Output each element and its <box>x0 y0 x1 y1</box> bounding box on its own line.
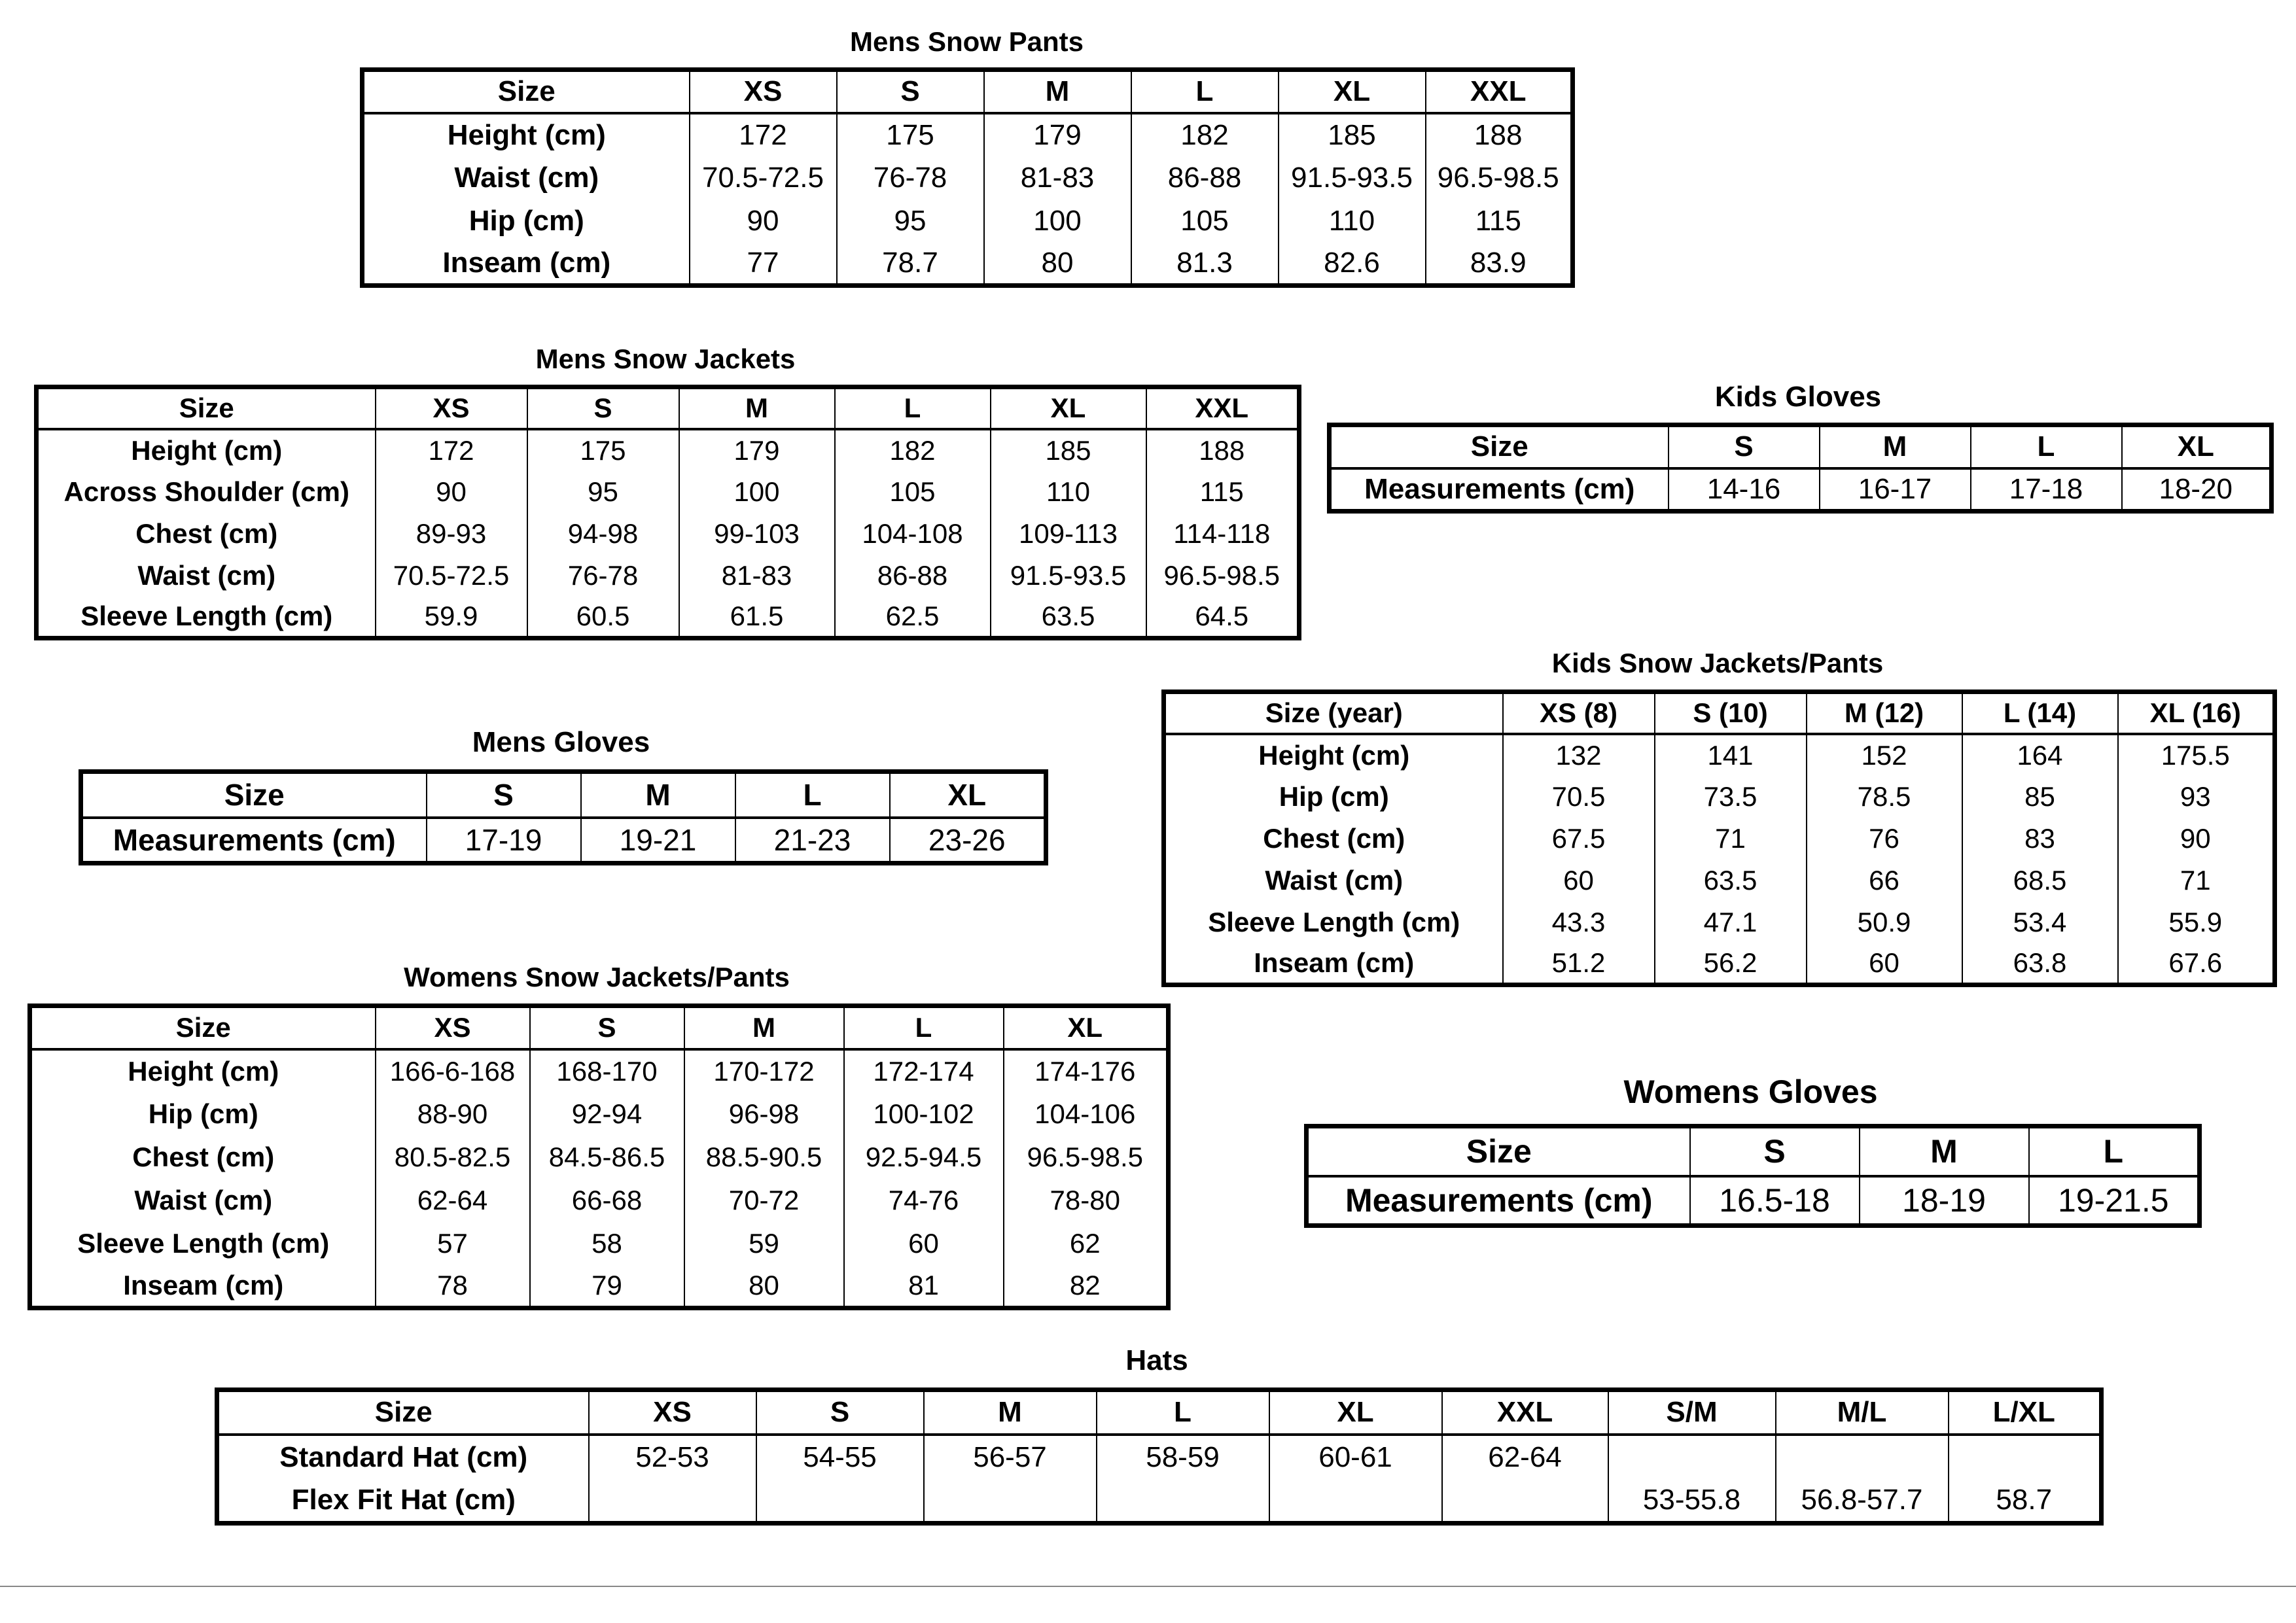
header-row <box>217 1390 2102 1435</box>
value-cell: 81 <box>844 1265 1004 1308</box>
value-cell: 80 <box>684 1265 844 1308</box>
size-header-cell: S <box>427 772 581 818</box>
value-cell: 67.6 <box>2118 943 2275 985</box>
value-cell: 74-76 <box>844 1179 1004 1222</box>
size-header-cell: XS <box>690 70 837 113</box>
header-label-cell: Size <box>1330 425 1669 468</box>
value-cell: 172 <box>690 113 837 156</box>
row-label-cell: Measurements (cm) <box>1345 1181 1653 1219</box>
size-header-cell: XL (16) <box>2118 692 2275 734</box>
size-table <box>34 385 1301 640</box>
row-label-cell: Waist (cm) <box>454 161 599 194</box>
value-cell: 66 <box>1807 860 1962 901</box>
hats-block <box>215 1344 2099 1541</box>
value-cell: 166-6-168 <box>376 1049 530 1092</box>
size-header-cell: XL <box>890 772 1046 818</box>
value-cell: 84.5-86.5 <box>530 1136 684 1179</box>
value-cell: 90 <box>376 471 527 513</box>
table-title: Mens Gloves <box>472 726 650 758</box>
size-header-cell: S <box>527 387 679 429</box>
value-cell: 100 <box>984 200 1131 243</box>
header-row <box>362 70 1573 113</box>
value-cell: 19-21 <box>581 818 735 864</box>
value-cell: 168-170 <box>530 1049 684 1092</box>
size-header-cell: XS (8) <box>1503 692 1655 734</box>
size-header-cell: L <box>835 387 991 429</box>
value-cell: 90 <box>2118 818 2275 860</box>
size-header-cell: S <box>1669 425 1820 468</box>
value-cell: 18-19 <box>1860 1176 2029 1226</box>
value-cell: 60.5 <box>527 597 679 638</box>
size-header-cell: XS <box>589 1390 756 1435</box>
value-cell: 175.5 <box>2118 734 2275 776</box>
womens-gloves-block <box>1304 1073 2197 1236</box>
value-cell: 16-17 <box>1820 468 1971 512</box>
size-header-cell: L <box>844 1006 1004 1049</box>
value-cell: 19-21.5 <box>2029 1176 2200 1226</box>
value-cell: 50.9 <box>1807 901 1962 943</box>
value-cell: 179 <box>679 429 835 471</box>
value-cell: 90 <box>690 200 837 243</box>
table-row <box>1164 818 2275 860</box>
value-cell: 58.7 <box>1949 1479 2102 1524</box>
row-label-cell: Waist (cm) <box>134 1184 273 1215</box>
table-row <box>30 1136 1169 1179</box>
size-header-cell: S <box>1690 1126 1860 1176</box>
value-cell: 59 <box>684 1222 844 1265</box>
value-cell: 115 <box>1426 200 1573 243</box>
row-label-cell: Measurements (cm) <box>1364 472 1635 505</box>
value-cell <box>589 1479 756 1524</box>
value-cell: 70.5-72.5 <box>376 555 527 597</box>
value-cell: 63.5 <box>1655 860 1807 901</box>
size-header-cell: M <box>984 70 1131 113</box>
value-cell: 114-118 <box>1146 513 1299 555</box>
size-header-cell: S <box>756 1390 924 1435</box>
size-header-cell: L <box>735 772 890 818</box>
value-cell <box>1097 1479 1269 1524</box>
value-cell: 59.9 <box>376 597 527 638</box>
value-cell: 73.5 <box>1655 776 1807 818</box>
value-cell: 141 <box>1655 734 1807 776</box>
value-cell: 172-174 <box>844 1049 1004 1092</box>
table-row <box>217 1435 2102 1479</box>
size-header-cell: L <box>1131 70 1279 113</box>
table-row <box>1164 734 2275 776</box>
value-cell: 86-88 <box>1131 156 1279 200</box>
value-cell: 94-98 <box>527 513 679 555</box>
size-header-cell: XS <box>376 387 527 429</box>
value-cell: 179 <box>984 113 1131 156</box>
value-cell: 96-98 <box>684 1092 844 1136</box>
size-table <box>1161 689 2277 987</box>
table-row <box>37 513 1299 555</box>
value-cell: 55.9 <box>2118 901 2275 943</box>
table-row <box>30 1049 1169 1092</box>
size-header-cell: M <box>1820 425 1971 468</box>
value-cell: 109-113 <box>991 513 1146 555</box>
size-header-cell: M <box>1860 1126 2029 1176</box>
table-row <box>30 1179 1169 1222</box>
size-header-cell: S <box>837 70 984 113</box>
size-header-cell: L <box>1971 425 2122 468</box>
value-cell: 53.4 <box>1962 901 2118 943</box>
header-label-cell: Size <box>217 1390 589 1435</box>
size-header-cell: XL <box>1269 1390 1442 1435</box>
value-cell: 182 <box>835 429 991 471</box>
row-label-cell: Measurements (cm) <box>113 822 396 857</box>
value-cell: 81-83 <box>679 555 835 597</box>
mens-snow-pants-block <box>360 26 1574 294</box>
table-row <box>217 1479 2102 1524</box>
header-row <box>1330 425 2272 468</box>
row-label-cell: Chest (cm) <box>135 517 278 549</box>
value-cell: 70.5-72.5 <box>690 156 837 200</box>
value-cell: 105 <box>835 471 991 513</box>
value-cell: 47.1 <box>1655 901 1807 943</box>
row-label-cell: Sleeve Length (cm) <box>77 1227 330 1259</box>
value-cell: 60 <box>1503 860 1655 901</box>
mens-gloves-block <box>79 726 1044 870</box>
value-cell: 17-18 <box>1971 468 2122 512</box>
value-cell: 58-59 <box>1097 1435 1269 1479</box>
value-cell: 82 <box>1004 1265 1169 1308</box>
value-cell: 95 <box>837 200 984 243</box>
size-table <box>360 67 1575 288</box>
value-cell: 105 <box>1131 200 1279 243</box>
value-cell: 92.5-94.5 <box>844 1136 1004 1179</box>
header-label-cell: Size <box>37 387 376 429</box>
header-row <box>1164 692 2275 734</box>
value-cell: 83.9 <box>1426 243 1573 286</box>
size-table <box>79 769 1048 865</box>
value-cell: 57 <box>376 1222 530 1265</box>
table-row <box>37 597 1299 638</box>
size-header-cell: XL <box>1004 1006 1169 1049</box>
value-cell: 21-23 <box>735 818 890 864</box>
row-label-cell: Standard Hat (cm) <box>279 1440 528 1473</box>
size-header-cell: XXL <box>1442 1390 1608 1435</box>
value-cell: 88.5-90.5 <box>684 1136 844 1179</box>
row-label-cell: Hip (cm) <box>1279 780 1389 812</box>
header-row <box>81 772 1046 818</box>
value-cell: 80 <box>984 243 1131 286</box>
size-table <box>215 1387 2104 1526</box>
header-label-cell: Size <box>81 772 427 818</box>
size-header-cell: M <box>679 387 835 429</box>
table-title: Womens Gloves <box>1623 1073 1878 1110</box>
row-label-cell: Inseam (cm) <box>442 246 611 279</box>
value-cell: 96.5-98.5 <box>1146 555 1299 597</box>
value-cell: 104-108 <box>835 513 991 555</box>
row-label-cell: Chest (cm) <box>1263 822 1405 854</box>
value-cell: 70-72 <box>684 1179 844 1222</box>
value-cell: 170-172 <box>684 1049 844 1092</box>
value-cell: 60 <box>844 1222 1004 1265</box>
row-label-cell: Height (cm) <box>128 1055 279 1087</box>
value-cell: 164 <box>1962 734 2118 776</box>
table-title: Mens Snow Jackets <box>535 343 796 374</box>
value-cell: 63.5 <box>991 597 1146 638</box>
value-cell: 58 <box>530 1222 684 1265</box>
value-cell: 71 <box>1655 818 1807 860</box>
size-header-cell: L <box>2029 1126 2200 1176</box>
size-header-cell: L (14) <box>1962 692 2118 734</box>
kids-gloves-block <box>1327 381 2269 518</box>
value-cell: 62-64 <box>1442 1435 1608 1479</box>
value-cell: 60 <box>1807 943 1962 985</box>
row-label-cell: Waist (cm) <box>1265 864 1404 896</box>
value-cell: 96.5-98.5 <box>1426 156 1573 200</box>
value-cell: 172 <box>376 429 527 471</box>
value-cell: 76 <box>1807 818 1962 860</box>
row-label-cell: Height (cm) <box>1258 739 1410 771</box>
table-row <box>81 818 1046 864</box>
value-cell: 188 <box>1426 113 1573 156</box>
table-row <box>37 471 1299 513</box>
size-table <box>1304 1124 2202 1228</box>
table-row <box>1164 860 2275 901</box>
row-label-cell: Flex Fit Hat (cm) <box>291 1483 516 1516</box>
header-label-cell: Size <box>30 1006 376 1049</box>
value-cell: 93 <box>2118 776 2275 818</box>
value-cell: 78.5 <box>1807 776 1962 818</box>
value-cell: 62-64 <box>376 1179 530 1222</box>
value-cell: 99-103 <box>679 513 835 555</box>
size-header-cell: M <box>581 772 735 818</box>
value-cell: 100-102 <box>844 1092 1004 1136</box>
size-header-cell: S/M <box>1608 1390 1776 1435</box>
header-label-cell: Size <box>1307 1126 1690 1176</box>
table-title: Kids Snow Jackets/Pants <box>1551 648 1884 678</box>
value-cell: 185 <box>1279 113 1426 156</box>
table-row <box>1307 1176 2200 1226</box>
row-label-cell: Sleeve Length (cm) <box>1208 906 1460 937</box>
value-cell: 83 <box>1962 818 2118 860</box>
value-cell: 100 <box>679 471 835 513</box>
value-cell: 96.5-98.5 <box>1004 1136 1169 1179</box>
value-cell <box>1608 1435 1776 1479</box>
value-cell: 56.2 <box>1655 943 1807 985</box>
value-cell: 53-55.8 <box>1608 1479 1776 1524</box>
bottom-divider <box>0 1586 2296 1587</box>
size-header-cell: M <box>684 1006 844 1049</box>
value-cell: 54-55 <box>756 1435 924 1479</box>
size-header-cell: L <box>1097 1390 1269 1435</box>
value-cell: 81.3 <box>1131 243 1279 286</box>
value-cell: 62 <box>1004 1222 1169 1265</box>
table-row <box>37 429 1299 471</box>
size-header-cell: M/L <box>1776 1390 1949 1435</box>
header-row <box>37 387 1299 429</box>
row-label-cell: Across Shoulder (cm) <box>63 476 349 507</box>
row-label-cell: Hip (cm) <box>468 204 584 237</box>
value-cell: 16.5-18 <box>1690 1176 1860 1226</box>
row-label-cell: Height (cm) <box>447 118 606 151</box>
value-cell: 51.2 <box>1503 943 1655 985</box>
value-cell: 110 <box>1279 200 1426 243</box>
row-label-cell: Waist (cm) <box>137 559 276 591</box>
kids-snow-jackets-pants-block <box>1161 648 2274 988</box>
value-cell: 115 <box>1146 471 1299 513</box>
value-cell <box>1442 1479 1608 1524</box>
table-row <box>1164 776 2275 818</box>
value-cell: 76-78 <box>837 156 984 200</box>
value-cell <box>1949 1435 2102 1479</box>
value-cell: 91.5-93.5 <box>991 555 1146 597</box>
value-cell: 95 <box>527 471 679 513</box>
table-row <box>30 1092 1169 1136</box>
table-row <box>362 113 1573 156</box>
size-header-cell: L/XL <box>1949 1390 2102 1435</box>
table-row <box>362 156 1573 200</box>
value-cell: 77 <box>690 243 837 286</box>
table-row <box>1164 901 2275 943</box>
value-cell: 71 <box>2118 860 2275 901</box>
value-cell: 62.5 <box>835 597 991 638</box>
womens-snow-jackets-pants-block <box>27 962 1166 1315</box>
value-cell: 104-106 <box>1004 1092 1169 1136</box>
table-row <box>1164 943 2275 985</box>
value-cell: 174-176 <box>1004 1049 1169 1092</box>
size-header-cell: XL <box>1279 70 1426 113</box>
value-cell: 89-93 <box>376 513 527 555</box>
size-table <box>1327 423 2274 514</box>
header-row <box>30 1006 1169 1049</box>
size-header-cell: XXL <box>1146 387 1299 429</box>
row-label-cell: Height (cm) <box>131 434 283 466</box>
table-row <box>362 243 1573 286</box>
value-cell: 76-78 <box>527 555 679 597</box>
value-cell: 188 <box>1146 429 1299 471</box>
value-cell: 61.5 <box>679 597 835 638</box>
value-cell: 14-16 <box>1669 468 1820 512</box>
value-cell: 52-53 <box>589 1435 756 1479</box>
table-title: Kids Gloves <box>1714 381 1882 413</box>
header-label-cell: Size (year) <box>1164 692 1503 734</box>
value-cell: 85 <box>1962 776 2118 818</box>
value-cell: 86-88 <box>835 555 991 597</box>
size-table <box>27 1003 1171 1310</box>
value-cell: 78-80 <box>1004 1179 1169 1222</box>
value-cell: 56-57 <box>924 1435 1097 1479</box>
value-cell: 68.5 <box>1962 860 2118 901</box>
value-cell: 79 <box>530 1265 684 1308</box>
value-cell <box>1269 1479 1442 1524</box>
value-cell: 67.5 <box>1503 818 1655 860</box>
value-cell: 152 <box>1807 734 1962 776</box>
table-title: Womens Snow Jackets/Pants <box>404 962 790 992</box>
value-cell: 78 <box>376 1265 530 1308</box>
value-cell: 81-83 <box>984 156 1131 200</box>
value-cell: 132 <box>1503 734 1655 776</box>
size-header-cell: XL <box>991 387 1146 429</box>
value-cell: 80.5-82.5 <box>376 1136 530 1179</box>
table-row <box>362 200 1573 243</box>
value-cell: 70.5 <box>1503 776 1655 818</box>
table-row <box>30 1265 1169 1308</box>
table-row <box>37 555 1299 597</box>
row-label-cell: Inseam (cm) <box>123 1269 284 1300</box>
value-cell: 185 <box>991 429 1146 471</box>
value-cell: 56.8-57.7 <box>1776 1479 1949 1524</box>
value-cell: 43.3 <box>1503 901 1655 943</box>
value-cell: 78.7 <box>837 243 984 286</box>
table-title: Hats <box>1125 1344 1188 1376</box>
value-cell: 110 <box>991 471 1146 513</box>
size-header-cell: M <box>924 1390 1097 1435</box>
table-row <box>30 1222 1169 1265</box>
value-cell: 88-90 <box>376 1092 530 1136</box>
header-row <box>1307 1126 2200 1176</box>
value-cell: 23-26 <box>890 818 1046 864</box>
row-label-cell: Sleeve Length (cm) <box>80 600 333 631</box>
value-cell <box>1776 1435 1949 1479</box>
value-cell <box>924 1479 1097 1524</box>
size-header-cell: S <box>530 1006 684 1049</box>
table-title: Mens Snow Pants <box>849 26 1084 57</box>
value-cell: 66-68 <box>530 1179 684 1222</box>
value-cell: 182 <box>1131 113 1279 156</box>
value-cell: 60-61 <box>1269 1435 1442 1479</box>
value-cell: 92-94 <box>530 1092 684 1136</box>
size-header-cell: M (12) <box>1807 692 1962 734</box>
header-label-cell: Size <box>362 70 690 113</box>
value-cell <box>756 1479 924 1524</box>
value-cell: 91.5-93.5 <box>1279 156 1426 200</box>
value-cell: 18-20 <box>2122 468 2272 512</box>
mens-snow-jackets-block <box>34 343 1297 644</box>
value-cell: 64.5 <box>1146 597 1299 638</box>
row-label-cell: Inseam (cm) <box>1254 947 1415 978</box>
size-header-cell: XL <box>2122 425 2272 468</box>
value-cell: 175 <box>527 429 679 471</box>
value-cell: 82.6 <box>1279 243 1426 286</box>
size-header-cell: XS <box>376 1006 530 1049</box>
value-cell: 175 <box>837 113 984 156</box>
table-row <box>1330 468 2272 512</box>
size-header-cell: S (10) <box>1655 692 1807 734</box>
row-label-cell: Chest (cm) <box>132 1141 275 1172</box>
value-cell: 63.8 <box>1962 943 2118 985</box>
row-label-cell: Hip (cm) <box>148 1098 258 1129</box>
value-cell: 17-19 <box>427 818 581 864</box>
size-header-cell: XXL <box>1426 70 1573 113</box>
